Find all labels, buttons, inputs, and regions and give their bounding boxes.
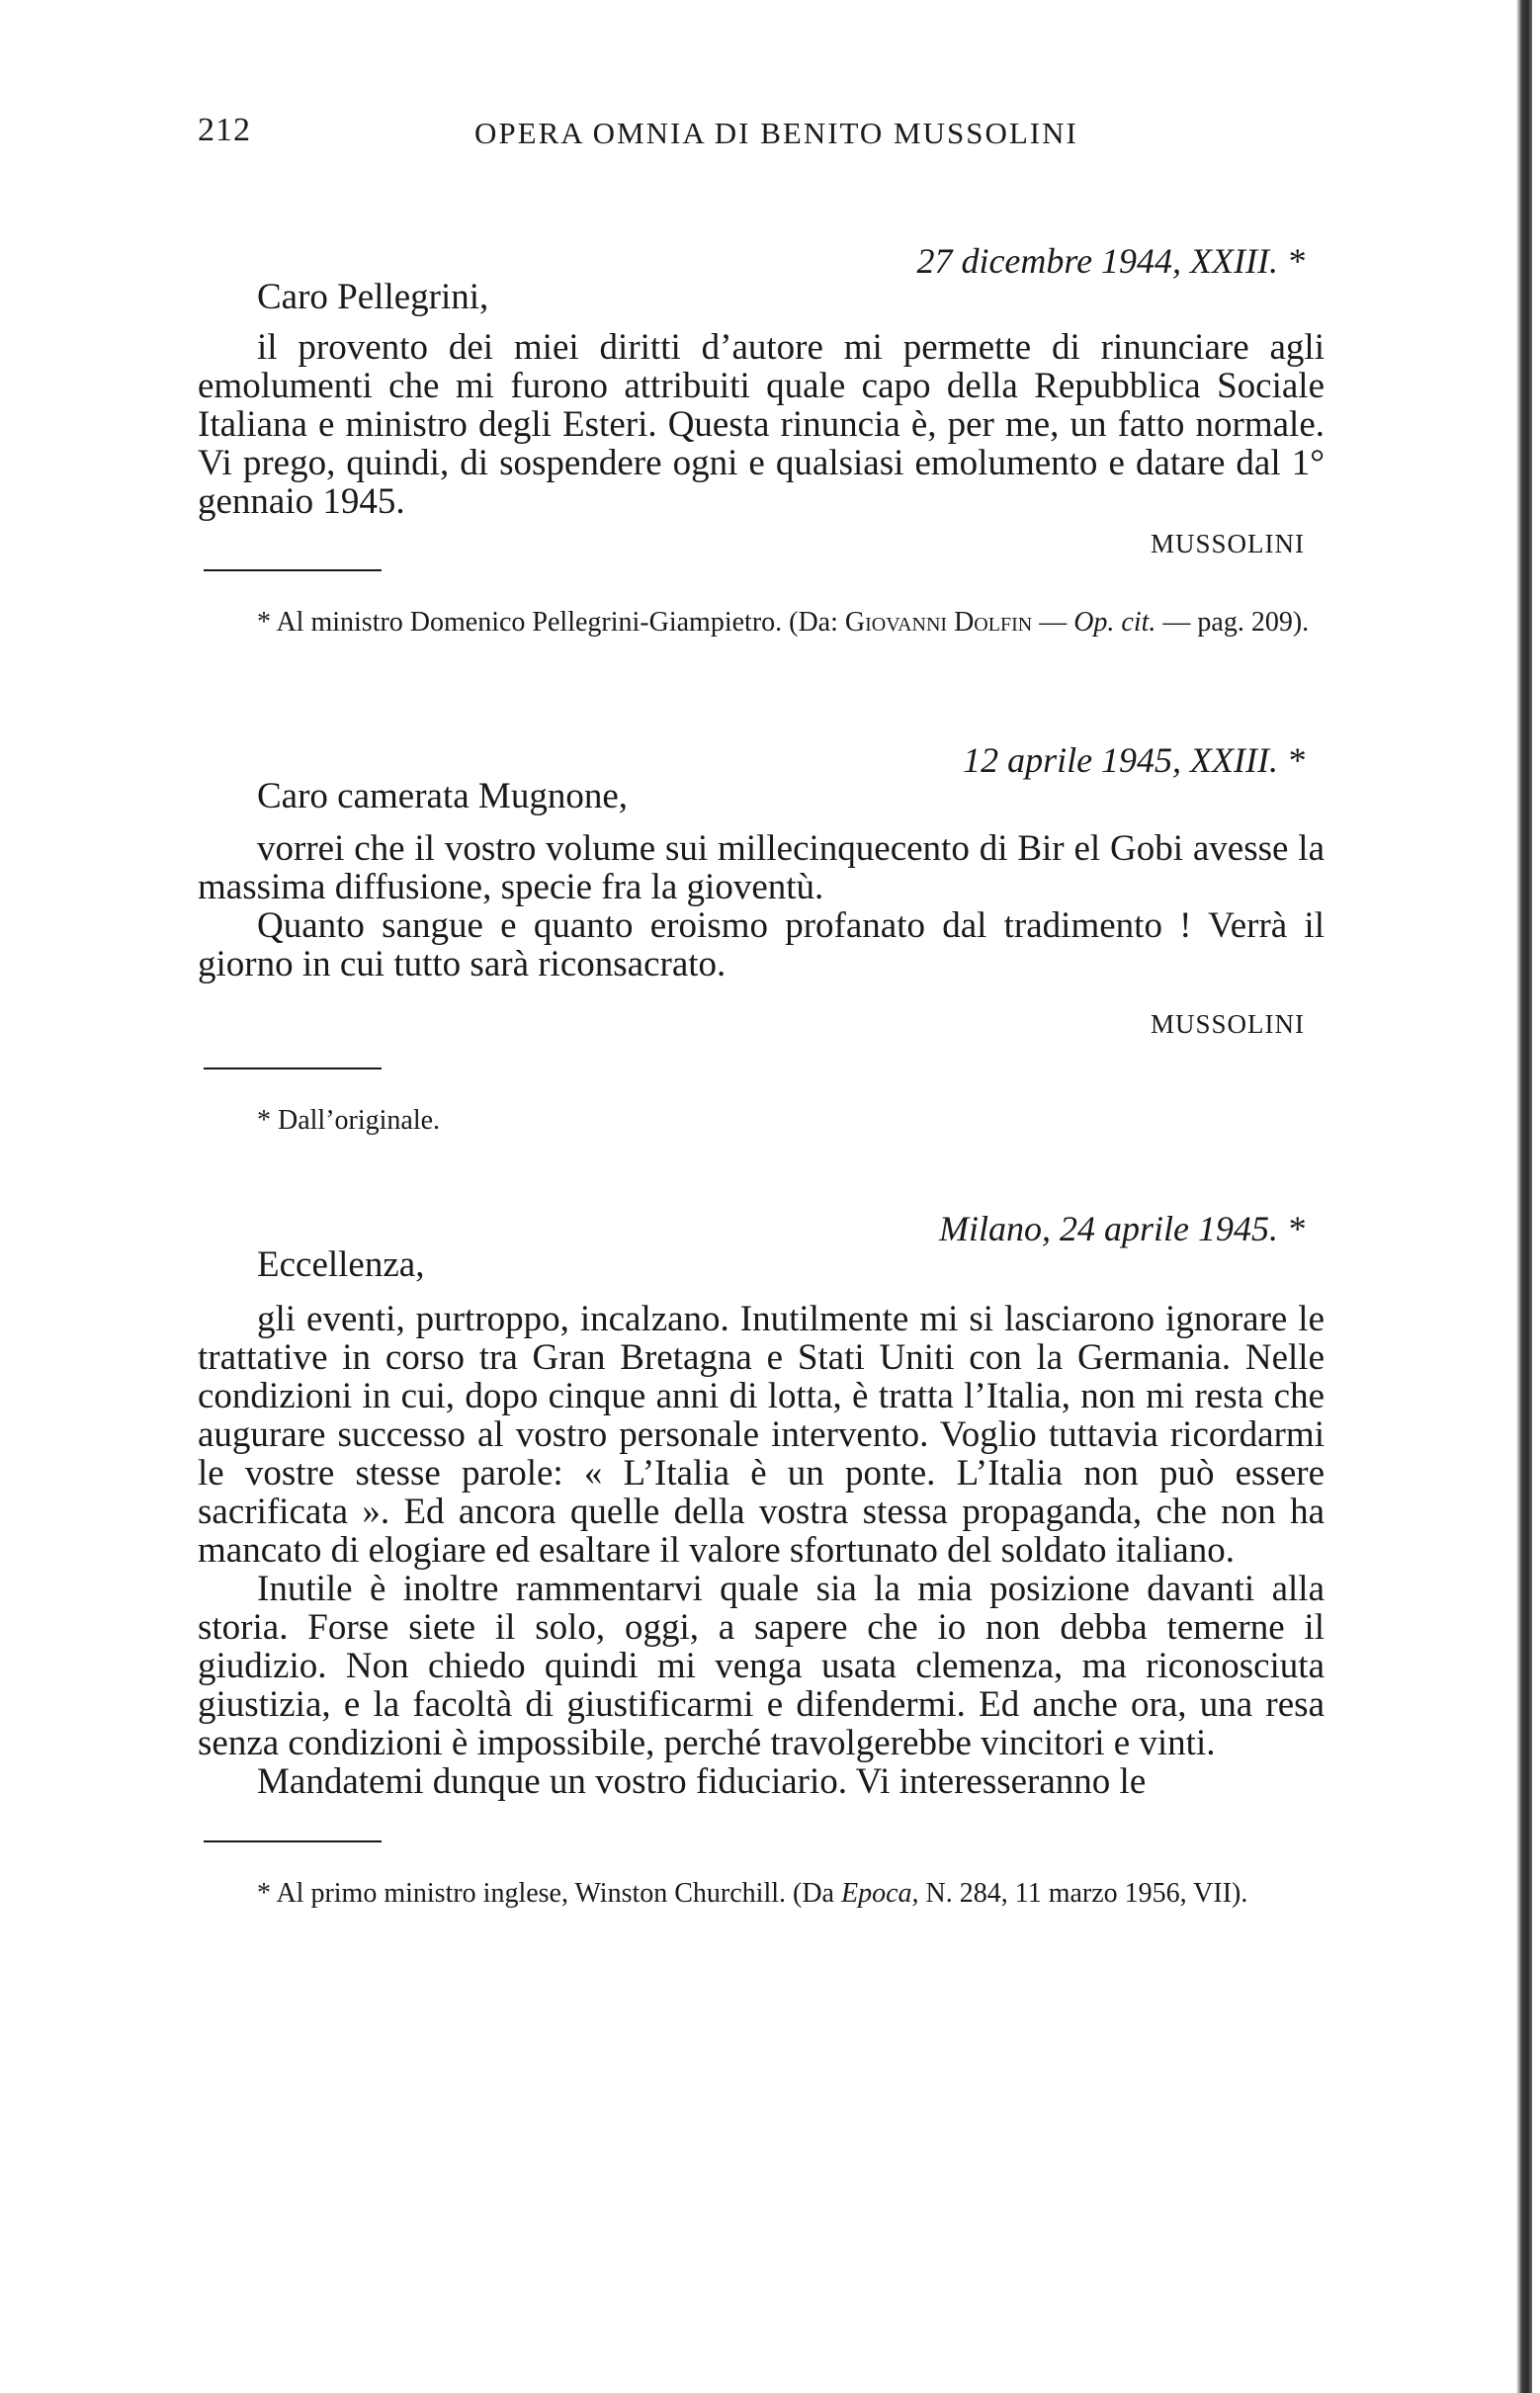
salutation: Caro Pellegrini, — [257, 277, 489, 317]
footnote-rule — [204, 1068, 382, 1069]
paragraph: Quanto sangue e quanto eroismo profanato dal tradimento ! Verrà il giorno in cui tutto sarà riconsacrato. — [198, 905, 1325, 984]
paragraph: Mandatemi dunque un vostro fiduciario. Vi interesseranno le — [257, 1761, 1147, 1802]
letter-date: 27 dicembre 1944, XXIII. * — [916, 241, 1305, 281]
running-title: OPERA OMNIA DI BENITO MUSSOLINI — [474, 116, 1078, 150]
footnote: * Al primo ministro inglese, Winston Churchill. (Da Epoca, N. 284, 11 marzo 1956, VII). — [257, 1878, 1248, 1909]
footnote: * Dall’originale. — [257, 1105, 441, 1136]
letter-pellegrini — [198, 240, 1325, 641]
scan-edge — [1516, 0, 1532, 2393]
paragraph: il provento dei miei diritti d’autore mi permette di rinunciare agli emolumenti che mi furono attribuiti quale capo della Repubblica Sociale Italiana e ministro degli Esteri. Questa rinuncia è, per me, un fatto normale. Vi prego, quindi, di sospendere ogni e qualsiasi emolumento e datare dal 1° gennaio 1945. — [198, 327, 1325, 522]
letter-body — [198, 829, 1325, 983]
paragraph: Inutile è inoltre rammentarvi quale sia la mia posizione davanti alla storia. Forse siete il solo, oggi, a sapere che io non debba temerne il giudizio. Non chiedo quindi mi venga usata clemenza, ma riconosciuta giustizia, e la facoltà di giustificarmi e difendermi. Ed anche ora, una resa senza condizioni è impossibile, perché travolgerebbe vincitori e vinti. — [198, 1569, 1325, 1763]
page-number: 212 — [198, 112, 251, 148]
paragraph: gli eventi, purtroppo, incalzano. Inutilmente mi si lasciarono ignorare le trattative in corso tra Gran Bretagna e Stati Uniti con la Germania. Nelle condizioni in cui, dopo cinque anni di lotta, è tratta l’Italia, non mi resta che augurare successo al vostro personale intervento. Voglio tuttavia ricordarmi le vostre stesse parole: « L’Italia è un ponte. L’Italia non può essere sacrificata ». Ed ancora quelle della vostra stessa propaganda, che non ha mancato di elogiare ed esaltare il valore sfortunato del soldato italiano. — [198, 1299, 1325, 1571]
footnote-rule — [204, 1840, 382, 1842]
footnote-ref: Epoca, — [840, 1878, 919, 1909]
footnote-rule — [204, 569, 382, 571]
letter-mugnone — [198, 739, 1325, 1139]
letter-body — [198, 328, 1325, 521]
paragraph: vorrei che il vostro volume sui millecinquecento di Bir el Gobi avesse la massima diffusione, specie fra la gioventù. — [198, 828, 1325, 907]
page-header — [198, 104, 1325, 163]
book-page — [198, 104, 1325, 1912]
salutation: Eccellenza, — [257, 1244, 425, 1285]
footnote-author: Giovanni Dolfin — [844, 607, 1033, 638]
footnote: * Al ministro Domenico Pellegrini-Giampietro. (Da: Giovanni Dolfin — Op. cit. — pag. 209). — [257, 607, 1310, 638]
letter-date: Milano, 24 aprile 1945. * — [939, 1209, 1305, 1248]
letter-date: 12 aprile 1945, XXIII. * — [963, 740, 1305, 780]
signature: MUSSOLINI — [1150, 529, 1305, 558]
letter-body — [198, 1300, 1325, 1801]
footnote-ref: Op. cit. — [1073, 607, 1156, 638]
signature: MUSSOLINI — [1150, 1009, 1305, 1039]
letter-churchill — [198, 1208, 1325, 1912]
salutation: Caro camerata Mugnone, — [257, 776, 628, 816]
